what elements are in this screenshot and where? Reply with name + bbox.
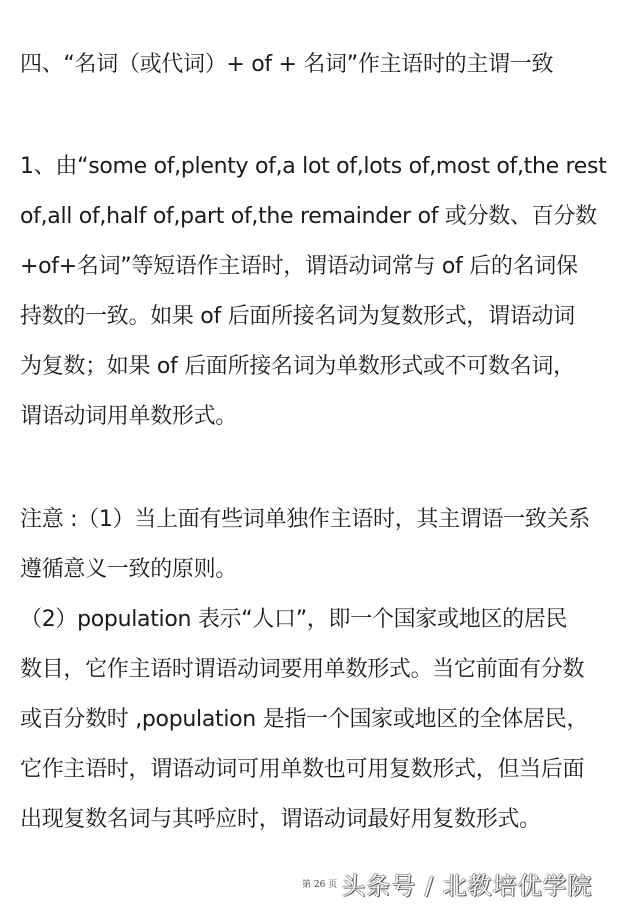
- paragraph-line: 谓语动词用单数形式。: [20, 404, 238, 429]
- note-line: 数目，它作主语时谓语动词要用单数形式。当它前面有分数: [20, 657, 585, 682]
- note-line: 它作主语时，谓语动词可用单数也可用复数形式，但当后面: [20, 757, 585, 782]
- note-line: 遵循意义一致的原则。: [20, 557, 238, 582]
- paragraph-line: 1、由“some of,plenty of,a lot of,lots of,most of,the rest: [20, 154, 607, 179]
- note-line: 出现复数名词与其呼应时，谓语动词最好用复数形式。: [20, 807, 541, 832]
- paragraph-line: 为复数；如果 of 后面所接名词为单数形式或不可数名词，: [20, 354, 575, 379]
- note-line: 注意 :（1）当上面有些词单独作主语时，其主谓语一致关系: [20, 507, 591, 532]
- section-heading: 四、“名词（或代词）+ of + 名词”作主语时的主谓一致: [20, 52, 554, 77]
- paragraph-line: of,all of,half of,part of,the remainder of 或分数、百分数: [20, 204, 597, 229]
- page-footer: [302, 868, 593, 898]
- paragraph-line: 持数的一致。如果 of 后面所接名词为复数形式，谓语动词: [20, 304, 575, 329]
- page-number: 第 26 页: [302, 879, 338, 890]
- paragraph-line: +of+名词”等短语作主语时，谓语动词常与 of 后的名词保: [20, 254, 578, 279]
- watermark: 头条号 / 北教培优学院: [341, 871, 593, 900]
- note-line: 或百分数时 ,population 是指一个国家或地区的全体居民，: [20, 707, 589, 732]
- note-line: （2）population 表示“人口”，即一个国家或地区的居民: [20, 607, 568, 632]
